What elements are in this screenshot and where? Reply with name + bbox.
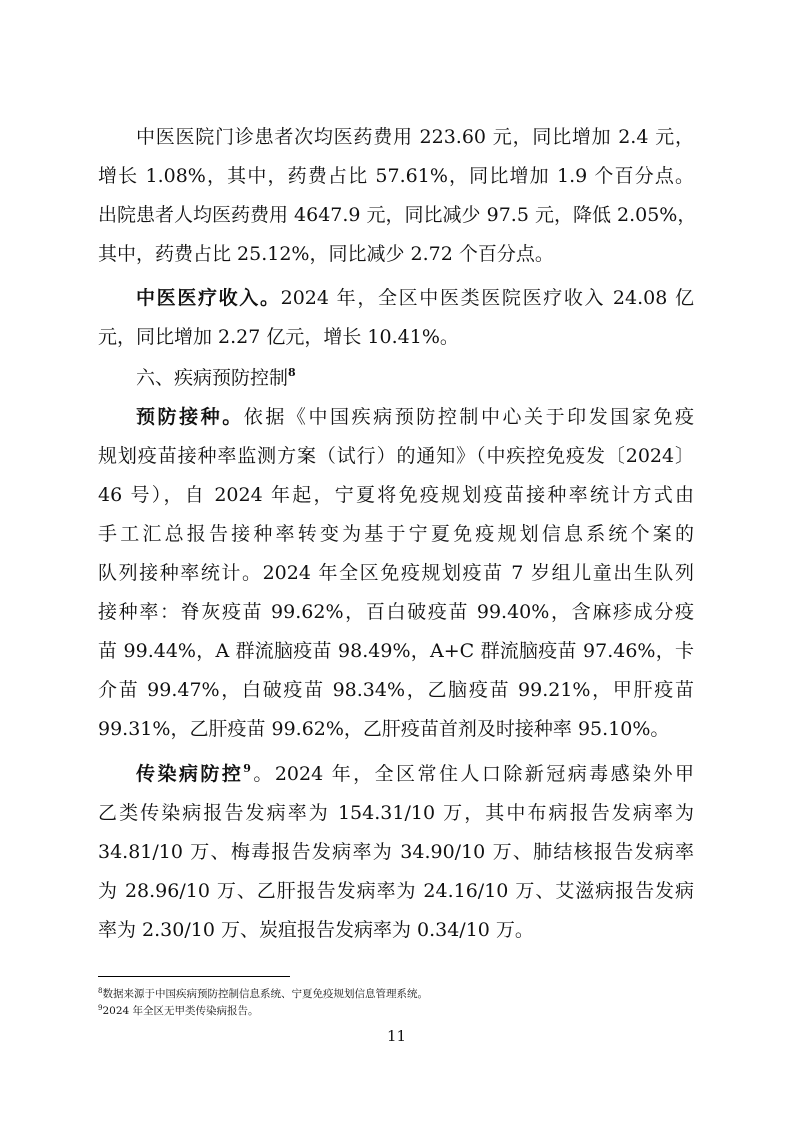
paragraph-heading: 中医医疗收入。: [136, 287, 281, 309]
text-line: 99.31%，乙肝疫苗 99.62%，乙肝疫苗首剂及时接种率 95.10%。: [98, 718, 670, 740]
text-line: 中医医院门诊患者次均医药费用 223.60 元，同比增加 2.4 元，: [136, 126, 694, 148]
text-line: 34.81/10 万、梅毒报告发病率为 34.90/10 万、肺结核报告发病率: [98, 841, 694, 863]
text-line: 乙类传染病报告发病率为 154.31/10 万，其中布病报告发病率为: [98, 802, 694, 824]
text-line: 46 号），自 2024 年起，宁夏将免疫规划疫苗接种率统计方式由: [98, 484, 694, 506]
footnote: [98, 1005, 259, 1018]
text-run: 2024 年，全区中医类医院医疗收入 24.08 亿: [280, 287, 694, 309]
paragraph-line: [136, 286, 694, 310]
footnote-text: 2024 年全区无甲类传染病报告。: [102, 1005, 259, 1017]
paragraph-heading: 传染病防控: [136, 763, 244, 785]
text-line: 出院患者人均医药费用 4647.9 元，同比减少 97.5 元，降低 2.05%，: [98, 204, 697, 226]
text-line: 介苗 99.47%，白破疫苗 98.34%，乙脑疫苗 99.21%，甲肝疫苗: [98, 679, 694, 701]
text-line: 率为 2.30/10 万、炭疽报告发病率为 0.34/10 万。: [98, 919, 534, 941]
footnote-divider: [98, 976, 290, 977]
footnote-mark: 9: [98, 1004, 103, 1012]
text-line: 接种率：脊灰疫苗 99.62%，百白破疫苗 99.40%，含麻疹成分疫: [98, 601, 694, 623]
section-heading: [136, 366, 694, 390]
footnote: [98, 988, 428, 1001]
text-line: 元，同比增加 2.27 亿元，增长 10.41%。: [98, 326, 459, 348]
text-run: 。2024 年，全区常住人口除新冠病毒感染外甲: [250, 763, 694, 785]
footnote-ref: 9: [243, 762, 251, 775]
footnote-ref: 8: [288, 366, 296, 379]
section-heading-text: 六、疾病预防控制: [136, 367, 289, 389]
text-run: 依据《中国疾病预防控制中心关于印发国家免疫: [243, 406, 694, 428]
text-line: 苗 99.44%，A 群流脑疫苗 98.49%，A+C 群流脑疫苗 97.46%，卡: [98, 640, 694, 662]
text-line: 其中，药费占比 25.12%，同比减少 2.72 个百分点。: [98, 243, 554, 265]
page-number: 11: [386, 1027, 407, 1045]
text-line: 增长 1.08%，其中，药费占比 57.61%，同比增加 1.9 个百分点。: [98, 165, 694, 187]
paragraph-heading: 预防接种。: [136, 406, 244, 428]
text-line: 规划疫苗接种率监测方案（试行）的通知》（中疾控免疫发〔2024〕: [98, 445, 694, 467]
text-line: 手工汇总报告接种率转变为基于宁夏免疫规划信息系统个案的: [98, 523, 694, 545]
paragraph-line: [136, 762, 694, 786]
text-line: 为 28.96/10 万、乙肝报告发病率为 24.16/10 万、艾滋病报告发病: [98, 880, 694, 902]
footnote-text: 数据来源于中国疾病预防控制信息系统、宁夏免疫规划信息管理系统。: [102, 988, 428, 1000]
text-line: 队列接种率统计。2024 年全区免疫规划疫苗 7 岁组儿童出生队列: [98, 562, 694, 584]
paragraph-line: [136, 405, 694, 429]
footnote-mark: 8: [98, 987, 103, 995]
